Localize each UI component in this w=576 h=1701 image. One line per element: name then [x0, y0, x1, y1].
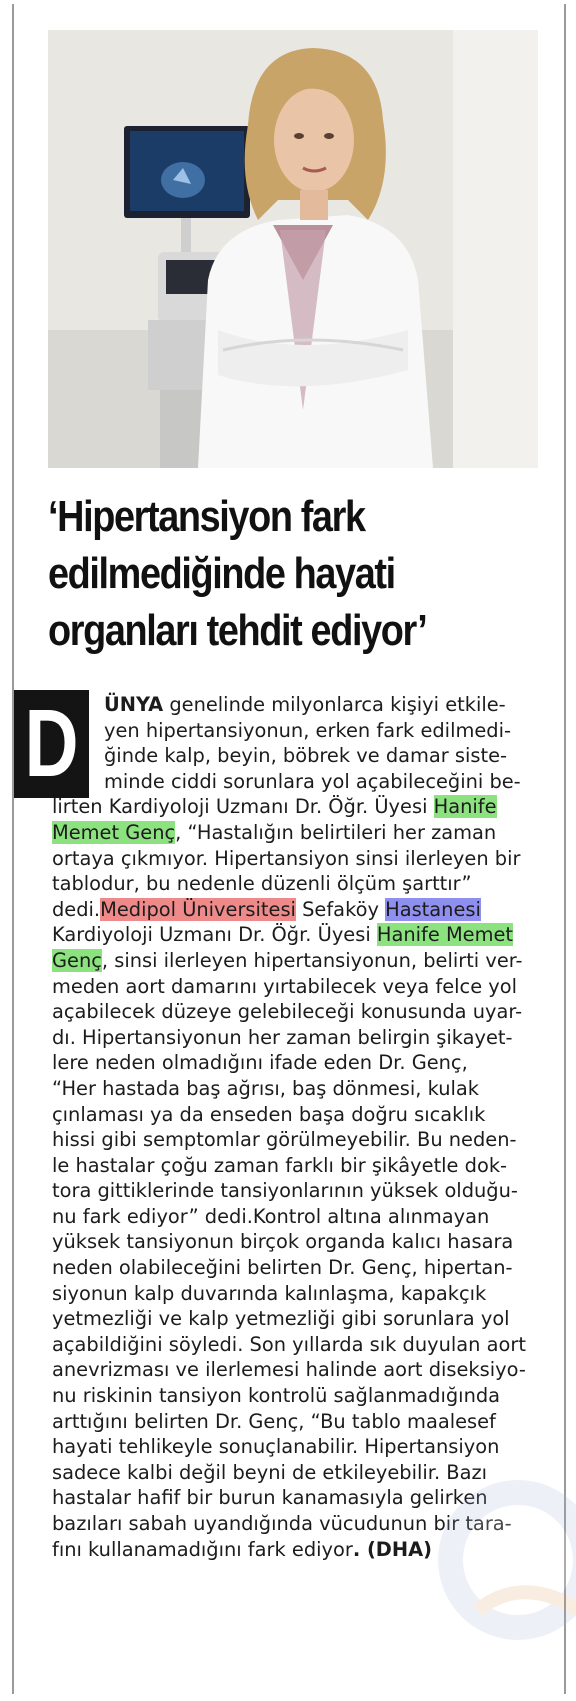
body-text: Kardiyoloji Uzmanı Dr. Öğr. Üyesi: [52, 923, 377, 947]
body-line: arttığını belirten Dr. Genç, “Bu tablo maalesef: [52, 1409, 496, 1433]
person-highlight: Genç: [52, 948, 102, 972]
body-line: [52, 692, 542, 718]
person-highlight: Memet Genç: [52, 820, 176, 844]
body-line: açabilecek düzeye gelebileceği konusunda uyar-: [52, 1000, 523, 1024]
body-line: yüksek tansiyonun birçok organda kalıcı hasara: [52, 1230, 514, 1254]
body-line: hayati tehlikeyle sonuçlanabilir. Hipertansiyon: [52, 1435, 500, 1459]
body-line: [52, 948, 542, 974]
body-text: dedi.: [52, 897, 101, 921]
person-highlight: Hanife: [433, 795, 497, 819]
article-headline: [48, 488, 547, 659]
headline-line: edilmediğinde hayati: [48, 549, 395, 598]
body-line: hastalar hafif bir burun kanamasıyla gelirken: [52, 1486, 488, 1510]
body-line: yen hipertansiyonun, erken fark edilmedi-: [104, 718, 511, 742]
article-body: [52, 692, 542, 1562]
body-line: tora gittiklerinde tansiyonlarının yüksek olduğu-: [52, 1179, 518, 1203]
body-line: siyonun kalp duvarında kalınlaşma, kapakçık: [52, 1281, 487, 1305]
university-highlight: Medipol Üniversitesi: [100, 897, 296, 921]
lead-word: ÜNYA: [104, 693, 164, 716]
body-line: açabildiğini söyledi. Son yıllarda sık duyulan aort: [52, 1332, 526, 1356]
body-text: fını kullanamadığını fark ediyor: [52, 1537, 353, 1561]
body-line: nu riskinin tansiyon kontrolü sağlanmadığında: [52, 1384, 501, 1408]
doctor-portrait-icon: [48, 30, 538, 468]
body-line: nu fark ediyor” dedi.Kontrol altına alınmayan: [52, 1204, 490, 1228]
body-line: hissi gibi semptomlar görülmeyebilir. Bu neden-: [52, 1128, 517, 1152]
body-line: neden olabileceğini belirten Dr. Genç, hipertan-: [52, 1256, 513, 1280]
body-line: dı. Hipertansiyonun her zaman belirgin şikayet-: [52, 1025, 513, 1049]
source-credit: . (DHA): [352, 1537, 433, 1561]
body-line: bazıları sabah uyandığında vücudunun bir tara-: [52, 1512, 512, 1535]
body-line: [52, 794, 542, 820]
hospital-highlight: Hastanesi: [385, 897, 481, 921]
body-text: lirten Kardiyoloji Uzmanı Dr. Öğr. Üyesi: [52, 795, 434, 819]
body-line: minde ciddi sorunlara yol açabileceğini be-: [104, 769, 521, 793]
drop-cap-letter: D: [24, 690, 79, 797]
body-line: ortaya çıkmıyor. Hipertansiyon sinsi ilerleyen bir: [52, 846, 521, 870]
body-line: [52, 897, 542, 923]
body-text: genelinde milyonlarca kişiyi etkile-: [163, 693, 506, 716]
body-line: çınlaması ya da enseden başa doğru sıcaklık: [52, 1102, 486, 1126]
body-line: meden aort damarını yırtabilecek veya felce yol: [52, 974, 518, 998]
body-text: Sefaköy: [295, 897, 386, 921]
body-line: [52, 820, 542, 846]
body-text: , “Hastalığın belirtileri her zaman: [175, 820, 497, 844]
person-highlight: Hanife Memet: [376, 923, 514, 947]
body-line: ğinde kalp, beyin, böbrek ve damar siste-: [104, 744, 508, 768]
headline-line: organları tehdit ediyor’: [48, 606, 427, 655]
body-line: yetmezliği ve kalp yetmezliği gibi sorunlara yol: [52, 1307, 510, 1331]
body-line: lere neden olmadığını ifade eden Dr. Genç,: [52, 1051, 468, 1075]
article-photo: [48, 30, 538, 468]
body-line: [52, 922, 542, 948]
headline-line: ‘Hipertansiyon fark: [48, 492, 365, 541]
body-line: tablodur, bu nedenle düzenli ölçüm şarttır”: [52, 872, 472, 896]
body-line: le hastalar çoğu zaman farklı bir şikâyetle dok-: [52, 1153, 508, 1177]
body-line: anevrizması ve ilerlemesi halinde aort diseksiyo-: [52, 1358, 526, 1382]
body-line: sadece kalbi değil beyni de etkileyebilir. Bazı: [52, 1460, 488, 1484]
body-text: , sinsi ilerleyen hipertansiyonun, belirti ver-: [101, 948, 523, 972]
watermark-logo-icon: [418, 1460, 576, 1660]
body-line: “Her hastada baş ağrısı, baş dönmesi, kulak: [52, 1076, 480, 1100]
